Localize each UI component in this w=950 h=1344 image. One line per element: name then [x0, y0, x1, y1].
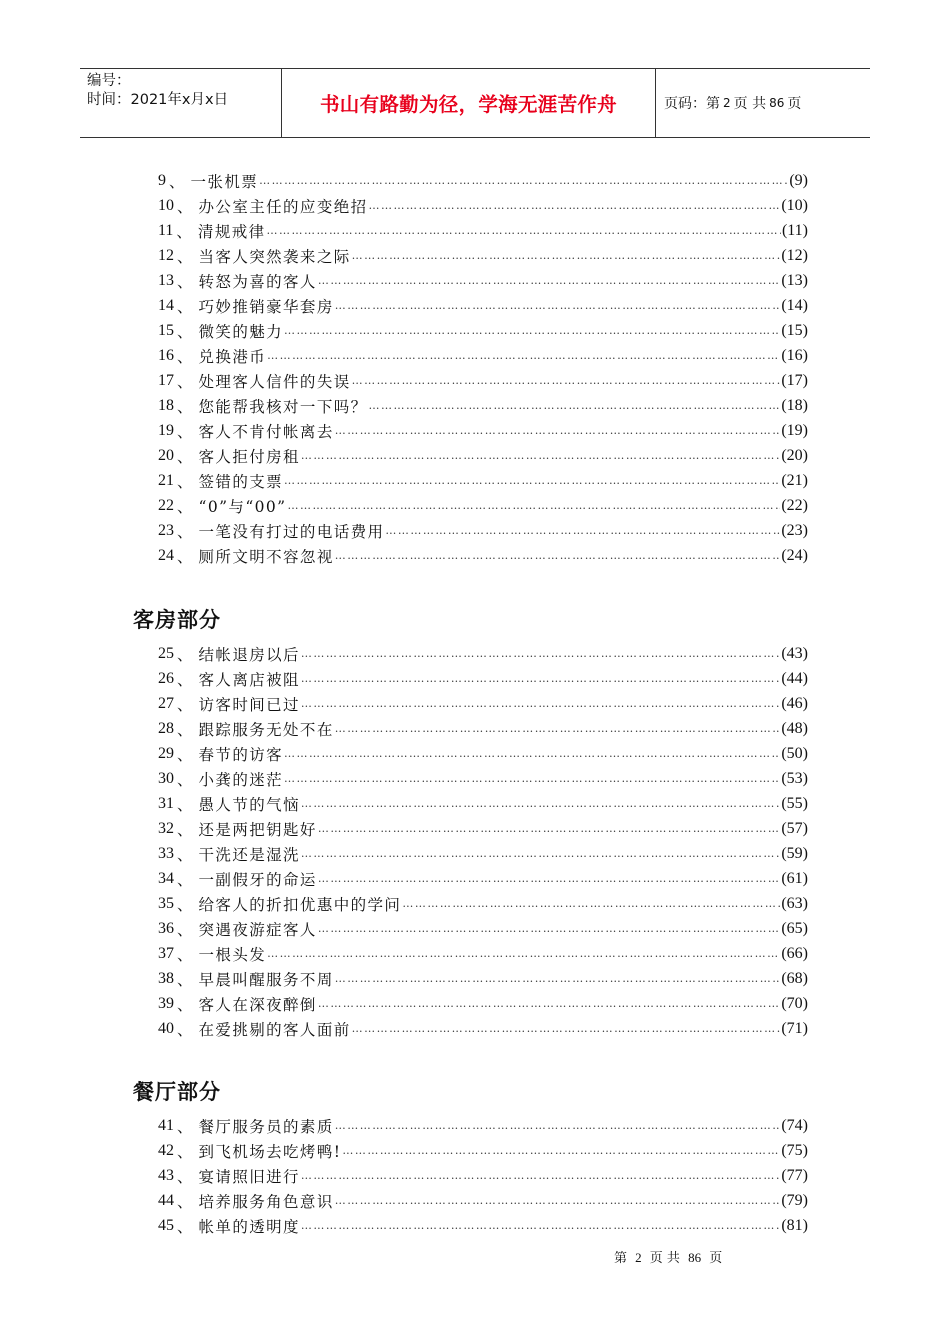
toc-entry-number: 15: [158, 321, 174, 339]
toc-dot-leader: [335, 722, 781, 735]
toc-entry-number: 37: [158, 944, 174, 962]
toc-entry-number: 20: [158, 446, 174, 464]
toc-entry-number: 14: [158, 296, 174, 314]
toc-dot-leader: [267, 349, 780, 362]
toc-entry-number: 28: [158, 719, 174, 737]
toc-entry[interactable]: [158, 791, 808, 816]
toc-entry-separator: 、: [177, 247, 193, 266]
toc-entry-title: 客人不肯付帐离去: [198, 422, 334, 441]
toc-entry[interactable]: [158, 368, 808, 393]
toc-entry-number: 16: [158, 346, 174, 364]
toc-entry-number: 17: [158, 371, 174, 389]
toc-entry[interactable]: [158, 218, 808, 243]
toc-entry-page: ( 55 ): [781, 795, 808, 813]
toc-entry[interactable]: [158, 766, 808, 791]
toc-entry-separator: 、: [177, 770, 193, 789]
toc-entry-title: 您能帮我核对一下吗？: [198, 397, 368, 416]
toc-entry-separator: 、: [177, 1117, 193, 1136]
toc-entry-separator: 、: [177, 297, 193, 316]
toc-entry-separator: 、: [177, 447, 193, 466]
toc-dot-leader: [342, 1144, 780, 1157]
toc-entry-number: 12: [158, 246, 174, 264]
toc-entry[interactable]: [158, 916, 808, 941]
toc-dot-leader: [301, 1219, 780, 1232]
toc-entry-number: 9: [158, 171, 166, 189]
toc-entry-page: ( 10 ): [781, 197, 808, 215]
page-prefix: 页码：第: [664, 96, 720, 112]
toc-entry[interactable]: [158, 393, 808, 418]
toc-dot-leader: [318, 274, 781, 287]
toc-entry-page: ( 65 ): [781, 920, 808, 938]
toc-entry-page: ( 75 ): [781, 1142, 808, 1160]
toc-entry-page: ( 66 ): [781, 945, 808, 963]
toc-entry-separator: 、: [177, 522, 193, 541]
toc-entry-separator: 、: [169, 172, 185, 191]
toc-dot-leader: [335, 549, 781, 562]
toc-entry-separator: 、: [177, 472, 193, 491]
toc-list-front-desk: [158, 168, 808, 568]
toc-entry-title: 结帐退房以后: [198, 645, 300, 664]
toc-entry-title: 宴请照旧进行: [198, 1167, 300, 1186]
toc-entry-separator: 、: [177, 272, 193, 291]
toc-entry-separator: 、: [177, 1167, 193, 1186]
toc-entry-separator: 、: [177, 372, 193, 391]
toc-entry-title: 客人拒付房租: [198, 447, 300, 466]
toc-entry[interactable]: [158, 193, 808, 218]
toc-entry[interactable]: [158, 641, 808, 666]
toc-entry-title: 还是两把钥匙好: [198, 820, 317, 839]
toc-entry-number: 36: [158, 919, 174, 937]
toc-entry-number: 41: [158, 1116, 174, 1134]
page-current: 2: [723, 96, 731, 110]
toc-entry-page: ( 20 ): [781, 447, 808, 465]
toc-dot-leader: [301, 847, 780, 860]
toc-entry-title: “0”与“00”: [198, 497, 287, 516]
toc-dot-leader: [352, 1022, 781, 1035]
toc-entry-page: ( 16 ): [781, 347, 808, 365]
toc-entry-title: 巧妙推销豪华套房: [198, 297, 334, 316]
toc-dot-leader: [284, 772, 780, 785]
toc-entry-page: ( 13 ): [781, 272, 808, 290]
toc-entry-number: 21: [158, 471, 174, 489]
toc-entry-title: 转怒为喜的客人: [198, 272, 317, 291]
toc-entry-separator: 、: [177, 845, 193, 864]
toc-entry-number: 23: [158, 521, 174, 539]
toc-entry-page: ( 44 ): [781, 670, 808, 688]
toc-dot-leader: [318, 997, 781, 1010]
toc-entry-title: 办公室主任的应变绝招: [198, 197, 368, 216]
toc-entry-page: ( 71 ): [781, 1020, 808, 1038]
toc-entry-title: 签错的支票: [198, 472, 284, 491]
toc-entry-separator: 、: [177, 720, 193, 739]
toc-entry-title: 餐厅服务员的素质: [198, 1117, 334, 1136]
toc-entry[interactable]: [158, 443, 808, 468]
toc-entry-title: 客人离店被阻: [198, 670, 300, 689]
page-mid: 页 共: [733, 96, 767, 112]
toc-entry-separator: 、: [177, 670, 193, 689]
toc-entry-title: 给客人的折扣优惠中的学问: [198, 895, 402, 914]
page-total: 86: [769, 96, 785, 110]
toc-entry-separator: 、: [177, 970, 193, 989]
motto: 书山有路勤为径，学海无涯苦作舟: [319, 93, 617, 116]
toc-entry-page: ( 61 ): [781, 870, 808, 888]
toc-entry[interactable]: [158, 243, 808, 268]
toc-entry[interactable]: [158, 543, 808, 568]
toc-entry-separator: 、: [177, 1020, 193, 1039]
toc-dot-leader: [369, 399, 781, 412]
toc-entry-separator: 、: [177, 1192, 193, 1211]
toc-entry[interactable]: [158, 716, 808, 741]
toc-entry[interactable]: [158, 841, 808, 866]
toc-dot-leader: [335, 299, 781, 312]
toc-entry-page: ( 22 ): [781, 497, 808, 515]
toc-entry-separator: 、: [177, 497, 193, 516]
toc-entry[interactable]: [158, 691, 808, 716]
toc-entry-separator: 、: [177, 347, 193, 366]
page-counter: [656, 69, 870, 137]
toc-entry[interactable]: [158, 168, 808, 193]
toc-dot-leader: [402, 897, 780, 910]
toc-entry-separator: 、: [177, 1217, 193, 1236]
footer-prefix: 第: [614, 1251, 628, 1266]
toc-entry-page: ( 9 ): [789, 172, 808, 190]
toc-entry-separator: 、: [177, 945, 193, 964]
toc-entry-title: 一根头发: [198, 945, 267, 964]
toc-entry[interactable]: [158, 518, 808, 543]
toc-entry-page: ( 48 ): [781, 720, 808, 738]
toc-entry-title: 处理客人信件的失误: [198, 372, 351, 391]
toc-entry-number: 43: [158, 1166, 174, 1184]
toc-entry[interactable]: [158, 468, 808, 493]
toc-entry-title: 跟踪服务无处不在: [198, 720, 334, 739]
toc-entry-page: ( 12 ): [781, 247, 808, 265]
code-label: 编号：: [87, 73, 131, 89]
toc-entry[interactable]: [158, 1188, 808, 1213]
toc-entry-separator: 、: [177, 795, 193, 814]
toc-entry-number: 42: [158, 1141, 174, 1159]
toc-entry-title: 到飞机场去吃烤鸭!: [198, 1142, 342, 1161]
toc-entry[interactable]: [158, 941, 808, 966]
toc-entry-title: 早晨叫醒服务不周: [198, 970, 334, 989]
section-heading-dining: 餐厅部分: [133, 1080, 221, 1104]
toc-entry-page: ( 57 ): [781, 820, 808, 838]
toc-entry-page: ( 59 ): [781, 845, 808, 863]
toc-entry-title: 春节的访客: [198, 745, 284, 764]
time-label: 时间：2021年x月x日: [87, 92, 229, 108]
toc-entry[interactable]: [158, 418, 808, 443]
toc-entry-separator: 、: [177, 820, 193, 839]
toc-entry-number: 40: [158, 1019, 174, 1037]
toc-dot-leader: [335, 1119, 781, 1132]
toc-entry[interactable]: [158, 293, 808, 318]
toc-entry-page: ( 46 ): [781, 695, 808, 713]
toc-entry-number: 32: [158, 819, 174, 837]
toc-dot-leader: [318, 922, 781, 935]
page-header: [80, 68, 870, 138]
toc-dot-leader: [267, 947, 780, 960]
toc-entry-separator: 、: [176, 222, 192, 241]
toc-entry-page: ( 77 ): [781, 1167, 808, 1185]
toc-dot-leader: [318, 822, 781, 835]
toc-entry[interactable]: [158, 966, 808, 991]
toc-entry-title: 干洗还是湿洗: [198, 845, 300, 864]
toc-entry-number: 35: [158, 894, 174, 912]
toc-entry-page: ( 24 ): [781, 547, 808, 565]
toc-entry-page: ( 21 ): [781, 472, 808, 490]
toc-entry-page: ( 68 ): [781, 970, 808, 988]
footer-current: 2: [635, 1250, 642, 1265]
toc-dot-leader: [385, 524, 780, 537]
toc-entry-page: ( 11 ): [782, 222, 808, 240]
toc-entry-page: ( 81 ): [781, 1217, 808, 1235]
section-heading-rooms: 客房部分: [133, 608, 221, 632]
toc-dot-leader: [259, 174, 788, 187]
toc-entry-title: 小龚的迷茫: [198, 770, 284, 789]
toc-dot-leader: [335, 972, 781, 985]
toc-entry-number: 19: [158, 421, 174, 439]
toc-entry[interactable]: [158, 318, 808, 343]
toc-entry-page: ( 74 ): [781, 1117, 808, 1135]
toc-dot-leader: [335, 424, 781, 437]
toc-dot-leader: [369, 199, 781, 212]
toc-entry-number: 26: [158, 669, 174, 687]
toc-entry-title: 客人在深夜醉倒: [198, 995, 317, 1014]
toc-entry-separator: 、: [177, 745, 193, 764]
footer-mid: 页 共: [649, 1251, 680, 1266]
toc-entry-page: ( 15 ): [781, 322, 808, 340]
footer-suffix: 页: [709, 1251, 723, 1266]
toc-dot-leader: [318, 872, 781, 885]
toc-dot-leader: [301, 797, 780, 810]
toc-list-dining: [158, 1113, 808, 1238]
toc-dot-leader: [301, 672, 780, 685]
toc-entry[interactable]: [158, 991, 808, 1016]
toc-entry[interactable]: [158, 268, 808, 293]
toc-entry-number: 39: [158, 994, 174, 1012]
toc-entry-separator: 、: [177, 995, 193, 1014]
toc-entry-page: ( 14 ): [781, 297, 808, 315]
toc-entry-number: 24: [158, 546, 174, 564]
motto-cell: [282, 69, 656, 137]
toc-dot-leader: [284, 747, 780, 760]
toc-entry-number: 34: [158, 869, 174, 887]
toc-dot-leader: [284, 324, 780, 337]
toc-entry-title: 在爱挑剔的客人面前: [198, 1020, 351, 1039]
toc-entry-page: ( 70 ): [781, 995, 808, 1013]
toc-entry-title: 一笔没有打过的电话费用: [198, 522, 385, 541]
toc-entry[interactable]: [158, 1113, 808, 1138]
toc-dot-leader: [301, 449, 780, 462]
toc-entry-separator: 、: [177, 870, 193, 889]
toc-entry-number: 30: [158, 769, 174, 787]
toc-dot-leader: [288, 499, 781, 512]
toc-entry-page: ( 79 ): [781, 1192, 808, 1210]
toc-entry-number: 33: [158, 844, 174, 862]
toc-dot-leader: [335, 1194, 781, 1207]
toc-list-rooms: [158, 641, 808, 1041]
toc-entry-separator: 、: [177, 197, 193, 216]
toc-entry-page: ( 17 ): [781, 372, 808, 390]
toc-entry-title: 兑换港币: [198, 347, 267, 366]
toc-entry-separator: 、: [177, 920, 193, 939]
toc-entry-title: 一张机票: [190, 172, 259, 191]
toc-entry-number: 29: [158, 744, 174, 762]
toc-entry-page: ( 23 ): [781, 522, 808, 540]
toc-entry-separator: 、: [177, 322, 193, 341]
toc-entry[interactable]: [158, 741, 808, 766]
toc-entry[interactable]: [158, 816, 808, 841]
toc-dot-leader: [352, 249, 781, 262]
toc-entry-title: 一副假牙的命运: [198, 870, 317, 889]
toc-entry-title: 当客人突然袭来之际: [198, 247, 351, 266]
toc-entry-separator: 、: [177, 1142, 193, 1161]
toc-entry-page: ( 50 ): [781, 745, 808, 763]
toc-entry-number: 13: [158, 271, 174, 289]
toc-dot-leader: [352, 374, 781, 387]
toc-entry[interactable]: [158, 343, 808, 368]
toc-entry[interactable]: [158, 1138, 808, 1163]
toc-entry-title: 厕所文明不容忽视: [198, 547, 334, 566]
toc-entry[interactable]: [158, 1163, 808, 1188]
toc-entry-title: 愚人节的气恼: [198, 795, 300, 814]
toc-entry-separator: 、: [177, 422, 193, 441]
toc-entry-number: 38: [158, 969, 174, 987]
toc-entry[interactable]: [158, 493, 808, 518]
header-meta: [80, 69, 282, 137]
toc-entry-number: 25: [158, 644, 174, 662]
toc-entry-number: 18: [158, 396, 174, 414]
toc-entry-number: 31: [158, 794, 174, 812]
toc-entry-separator: 、: [177, 397, 193, 416]
toc-entry-title: 微笑的魅力: [198, 322, 284, 341]
toc-dot-leader: [301, 647, 780, 660]
toc-entry-title: 清规戒律: [197, 222, 266, 241]
footer-total: 86: [688, 1250, 702, 1265]
toc-entry[interactable]: [158, 666, 808, 691]
toc-entry-separator: 、: [177, 695, 193, 714]
toc-entry-number: 27: [158, 694, 174, 712]
toc-entry-number: 10: [158, 196, 174, 214]
toc-entry-title: 帐单的透明度: [198, 1217, 300, 1236]
toc-entry-page: ( 53 ): [781, 770, 808, 788]
toc-entry[interactable]: [158, 866, 808, 891]
toc-entry-number: 44: [158, 1191, 174, 1209]
toc-dot-leader: [284, 474, 780, 487]
toc-entry[interactable]: [158, 891, 808, 916]
toc-entry[interactable]: [158, 1213, 808, 1238]
toc-entry-separator: 、: [177, 895, 193, 914]
toc-entry-number: 45: [158, 1216, 174, 1234]
toc-dot-leader: [267, 224, 781, 237]
toc-dot-leader: [301, 1169, 780, 1182]
toc-entry-title: 突遇夜游症客人: [198, 920, 317, 939]
toc-entry-page: ( 43 ): [781, 645, 808, 663]
toc-entry-separator: 、: [177, 645, 193, 664]
toc-entry-title: 访客时间已过: [198, 695, 300, 714]
toc-entry-page: ( 19 ): [781, 422, 808, 440]
toc-entry-number: 22: [158, 496, 174, 514]
page-suffix: 页: [787, 96, 802, 112]
page-footer: [614, 1247, 722, 1266]
toc-entry-page: ( 18 ): [781, 397, 808, 415]
toc-entry-separator: 、: [177, 547, 193, 566]
toc-dot-leader: [301, 697, 780, 710]
toc-entry[interactable]: [158, 1016, 808, 1041]
toc-entry-page: ( 63 ): [781, 895, 808, 913]
toc-entry-title: 培养服务角色意识: [198, 1192, 334, 1211]
toc-entry-number: 11: [158, 221, 174, 239]
